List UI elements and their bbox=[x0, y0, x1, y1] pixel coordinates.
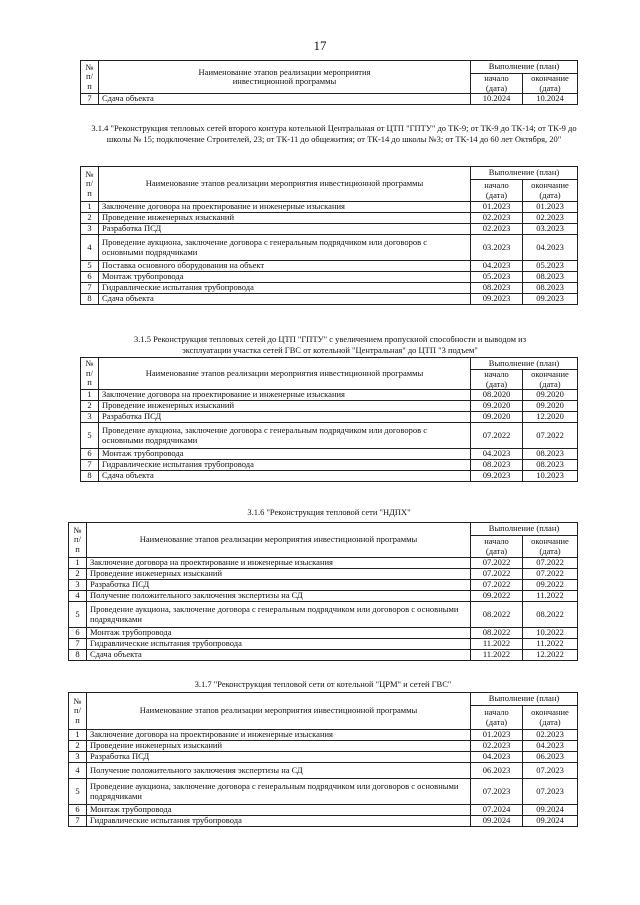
end-date: 06.2023 bbox=[523, 752, 578, 763]
header-stage-name: Наименование этапов реализации мероприятия инвестиционной программы bbox=[87, 693, 471, 730]
start-date: 09.2020 bbox=[471, 412, 523, 423]
end-date: 07.2023 bbox=[523, 763, 578, 779]
row-number: 2 bbox=[81, 213, 99, 224]
start-date: 03.2023 bbox=[471, 235, 523, 261]
section-title-3-1-5: 3.1.5 Реконструкция тепловых сетей до ЦТП "ГПТУ" с увеличением пропускной способности и выводом из эксплуатации участка сетей ГВС от котельной "Центральная" до ЦТП "3 подъем" bbox=[133, 334, 527, 355]
row-number: 7 bbox=[81, 94, 99, 105]
start-date: 09.2020 bbox=[471, 401, 523, 412]
page-number: 17 bbox=[313, 38, 327, 53]
table-row bbox=[81, 294, 578, 305]
start-date: 08.2023 bbox=[471, 283, 523, 294]
table-row bbox=[81, 412, 578, 423]
stage-name: Проведение инженерных изысканий bbox=[99, 401, 471, 412]
start-date: 07.2022 bbox=[471, 423, 523, 449]
end-date: 08.2022 bbox=[523, 602, 578, 628]
header-start: начало (дата) bbox=[471, 370, 523, 390]
end-date: 03.2023 bbox=[523, 224, 578, 235]
start-date: 08.2022 bbox=[471, 602, 523, 628]
stage-name: Проведение аукциона, заключение договора с генеральным подрядчиком или договоров с основными подрядчиками bbox=[87, 602, 471, 628]
table-row bbox=[81, 423, 578, 449]
stage-name: Разработка ПСД bbox=[87, 580, 471, 591]
table-row bbox=[81, 224, 578, 235]
end-date: 11.2022 bbox=[523, 639, 578, 650]
header-execution: Выполнение (план) bbox=[471, 523, 578, 536]
row-number: 5 bbox=[69, 779, 87, 805]
row-number: 3 bbox=[81, 224, 99, 235]
stage-name: Получение положительного заключения экспертизы на СД bbox=[87, 591, 471, 602]
stage-name: Заключение договора на проектирование и инженерные изыскания bbox=[99, 390, 471, 401]
row-number: 4 bbox=[81, 235, 99, 261]
table-row bbox=[69, 580, 578, 591]
row-number: 5 bbox=[69, 602, 87, 628]
table-row bbox=[81, 460, 578, 471]
row-number: 7 bbox=[81, 283, 99, 294]
start-date: 08.2023 bbox=[471, 460, 523, 471]
end-date: 01.2023 bbox=[523, 202, 578, 213]
row-number: 7 bbox=[69, 816, 87, 827]
table-3-1-6 bbox=[68, 522, 578, 661]
end-date: 12.2020 bbox=[523, 412, 578, 423]
row-number: 6 bbox=[69, 628, 87, 639]
end-date: 07.2022 bbox=[523, 569, 578, 580]
start-date: 07.2022 bbox=[471, 569, 523, 580]
stage-name: Монтаж трубопровода bbox=[99, 449, 471, 460]
row-number: 8 bbox=[81, 294, 99, 305]
table-row bbox=[69, 602, 578, 628]
header-end: окончание (дата) bbox=[523, 74, 578, 94]
section-title-3-1-4: 3.1.4 "Реконструкция тепловых сетей второго контура котельной Центральная от ЦТП "ГПТУ" до ТК-9; от ТК-9 до ТК-14; от ТК-9 до школы № 15; подключение Строителей, 23; от ТК-11 до общежития; от ТК-14 до школы №3; от ТК-14 до 60 лет Октября, 20" bbox=[91, 123, 577, 144]
start-date: 11.2022 bbox=[471, 650, 523, 661]
start-date: 09.2023 bbox=[471, 294, 523, 305]
stage-name: Заключение договора на проектирование и инженерные изыскания bbox=[87, 730, 471, 741]
row-number: 1 bbox=[81, 202, 99, 213]
stage-name: Сдача объекта bbox=[99, 471, 471, 482]
start-date: 01.2023 bbox=[471, 730, 523, 741]
start-date: 02.2023 bbox=[471, 213, 523, 224]
table-row bbox=[81, 213, 578, 224]
end-date: 09.2020 bbox=[523, 390, 578, 401]
end-date: 08.2023 bbox=[523, 449, 578, 460]
start-date: 05.2023 bbox=[471, 272, 523, 283]
stage-name: Разработка ПСД bbox=[99, 224, 471, 235]
table-row bbox=[69, 741, 578, 752]
end-date: 09.2020 bbox=[523, 401, 578, 412]
stage-name: Сдача объекта bbox=[87, 650, 471, 661]
end-date: 12.2022 bbox=[523, 650, 578, 661]
row-number: 3 bbox=[69, 580, 87, 591]
stage-name: Получение положительного заключения экспертизы на СД bbox=[87, 763, 471, 779]
header-start: начало (дата) bbox=[471, 74, 523, 94]
start-date: 08.2022 bbox=[471, 628, 523, 639]
table-row bbox=[69, 639, 578, 650]
stage-name: Заключение договора на проектирование и инженерные изыскания bbox=[99, 202, 471, 213]
table-row bbox=[69, 779, 578, 805]
row-number: 2 bbox=[69, 741, 87, 752]
stage-name: Проведение аукциона, заключение договора с генеральным подрядчиком или договоров с основными подрядчиками bbox=[99, 423, 471, 449]
stage-name: Разработка ПСД bbox=[99, 412, 471, 423]
header-number: № п/п bbox=[81, 61, 99, 94]
end-date: 07.2022 bbox=[523, 558, 578, 569]
table-row bbox=[81, 272, 578, 283]
end-date: 10.2022 bbox=[523, 628, 578, 639]
table-row bbox=[69, 591, 578, 602]
row-number: 5 bbox=[81, 423, 99, 449]
start-date: 04.2023 bbox=[471, 449, 523, 460]
stage-name: Гидравлические испытания трубопровода bbox=[99, 283, 471, 294]
table-row bbox=[81, 202, 578, 213]
header-end: окончание (дата) bbox=[523, 706, 578, 730]
row-number: 2 bbox=[69, 569, 87, 580]
header-start: начало (дата) bbox=[471, 536, 523, 558]
row-number: 6 bbox=[81, 272, 99, 283]
stage-name: Сдача объекта bbox=[99, 294, 471, 305]
start-date: 09.2023 bbox=[471, 471, 523, 482]
row-number: 6 bbox=[69, 805, 87, 816]
table-row bbox=[69, 628, 578, 639]
header-number: № п/п bbox=[69, 523, 87, 558]
stage-name: Гидравлические испытания трубопровода bbox=[87, 816, 471, 827]
header-execution: Выполнение (план) bbox=[471, 61, 578, 74]
stage-name: Проведение аукциона, заключение договора с генеральным подрядчиком или договоров с основными подрядчиками bbox=[87, 779, 471, 805]
end-date: 07.2023 bbox=[523, 779, 578, 805]
header-stage-name: Наименование этапов реализации мероприятия инвестиционной программы bbox=[99, 61, 471, 94]
header-number: № п/п bbox=[81, 358, 99, 390]
table-row bbox=[69, 730, 578, 741]
table-row bbox=[81, 283, 578, 294]
header-stage-name: Наименование этапов реализации мероприятия инвестиционной программы bbox=[99, 358, 471, 390]
stage-name: Проведение инженерных изысканий bbox=[99, 213, 471, 224]
table-row bbox=[69, 650, 578, 661]
stage-name: Монтаж трубопровода bbox=[87, 805, 471, 816]
row-number: 1 bbox=[81, 390, 99, 401]
start-date: 04.2023 bbox=[471, 261, 523, 272]
end-date: 08.2023 bbox=[523, 460, 578, 471]
row-number: 2 bbox=[81, 401, 99, 412]
end-date: 09.2022 bbox=[523, 580, 578, 591]
header-number: № п/п bbox=[69, 693, 87, 730]
end-date: 07.2022 bbox=[523, 423, 578, 449]
stage-name: Гидравлические испытания трубопровода bbox=[87, 639, 471, 650]
table-row bbox=[81, 390, 578, 401]
table-row bbox=[69, 558, 578, 569]
stage-name: Монтаж трубопровода bbox=[87, 628, 471, 639]
row-number: 8 bbox=[81, 471, 99, 482]
table-row bbox=[81, 471, 578, 482]
header-end: окончание (дата) bbox=[523, 536, 578, 558]
header-stage-name: Наименование этапов реализации мероприятия инвестиционной программы bbox=[87, 523, 471, 558]
row-number: 5 bbox=[81, 261, 99, 272]
stage-name: Поставка основного оборудования на объект bbox=[99, 261, 471, 272]
stage-name: Проведение инженерных изысканий bbox=[87, 569, 471, 580]
header-end: окончание (дата) bbox=[523, 370, 578, 390]
table-row bbox=[81, 235, 578, 261]
header-start: начало (дата) bbox=[471, 180, 523, 202]
table-3-1-5 bbox=[80, 357, 578, 482]
start-date: 07.2023 bbox=[471, 779, 523, 805]
row-number: 8 bbox=[69, 650, 87, 661]
row-number: 7 bbox=[69, 639, 87, 650]
stage-name: Гидравлические испытания трубопровода bbox=[99, 460, 471, 471]
row-number: 4 bbox=[69, 763, 87, 779]
header-execution: Выполнение (план) bbox=[471, 358, 578, 370]
start-date: 09.2022 bbox=[471, 591, 523, 602]
table-row bbox=[69, 816, 578, 827]
start-date: 11.2022 bbox=[471, 639, 523, 650]
start-date: 07.2024 bbox=[471, 805, 523, 816]
end-date: 11.2022 bbox=[523, 591, 578, 602]
end-date: 10.2024 bbox=[523, 94, 578, 105]
row-number: 1 bbox=[69, 558, 87, 569]
end-date: 09.2024 bbox=[523, 805, 578, 816]
table-row bbox=[69, 763, 578, 779]
row-number: 4 bbox=[69, 591, 87, 602]
stage-name: Разработка ПСД bbox=[87, 752, 471, 763]
stage-name: Заключение договора на проектирование и инженерные изыскания bbox=[87, 558, 471, 569]
section-title-3-1-7: 3.1.7 "Реконструкция тепловой сети от котельной "ЦРМ" и сетей ГВС" bbox=[194, 679, 452, 689]
stage-name: Проведение аукциона, заключение договора с генеральным подрядчиком или договоров с основными подрядчиками bbox=[99, 235, 471, 261]
start-date: 02.2023 bbox=[471, 741, 523, 752]
header-number: № п/п bbox=[81, 167, 99, 202]
end-date: 09.2024 bbox=[523, 816, 578, 827]
table-row bbox=[69, 805, 578, 816]
row-number: 7 bbox=[81, 460, 99, 471]
row-number: 1 bbox=[69, 730, 87, 741]
end-date: 08.2023 bbox=[523, 283, 578, 294]
header-execution: Выполнение (план) bbox=[471, 167, 578, 180]
stage-name: Сдача объекта bbox=[99, 94, 471, 105]
start-date: 06.2023 bbox=[471, 763, 523, 779]
start-date: 09.2024 bbox=[471, 816, 523, 827]
end-date: 10.2023 bbox=[523, 471, 578, 482]
row-number: 3 bbox=[69, 752, 87, 763]
end-date: 02.2023 bbox=[523, 213, 578, 224]
end-date: 04.2023 bbox=[523, 741, 578, 752]
start-date: 01.2023 bbox=[471, 202, 523, 213]
start-date: 07.2022 bbox=[471, 558, 523, 569]
table-row bbox=[69, 569, 578, 580]
stage-name: Проведение инженерных изысканий bbox=[87, 741, 471, 752]
header-execution: Выполнение (план) bbox=[471, 693, 578, 706]
start-date: 02.2023 bbox=[471, 224, 523, 235]
table-row bbox=[81, 449, 578, 460]
start-date: 10.2024 bbox=[471, 94, 523, 105]
end-date: 05.2023 bbox=[523, 261, 578, 272]
header-end: окончание (дата) bbox=[523, 180, 578, 202]
end-date: 02.2023 bbox=[523, 730, 578, 741]
start-date: 04.2023 bbox=[471, 752, 523, 763]
header-start: начало (дата) bbox=[471, 706, 523, 730]
table-continuation bbox=[80, 60, 578, 105]
start-date: 08.2020 bbox=[471, 390, 523, 401]
stage-name: Монтаж трубопровода bbox=[99, 272, 471, 283]
table-3-1-4 bbox=[80, 166, 578, 305]
table-row bbox=[81, 261, 578, 272]
section-title-3-1-6: 3.1.6 "Реконструкция тепловой сети "НДПХ" bbox=[247, 507, 411, 517]
end-date: 08.2023 bbox=[523, 272, 578, 283]
table-row bbox=[81, 401, 578, 412]
end-date: 09.2023 bbox=[523, 294, 578, 305]
table-3-1-7 bbox=[68, 692, 578, 827]
table-row bbox=[69, 752, 578, 763]
row-number: 3 bbox=[81, 412, 99, 423]
row-number: 6 bbox=[81, 449, 99, 460]
header-stage-name: Наименование этапов реализации мероприятия инвестиционной программы bbox=[99, 167, 471, 202]
table-row bbox=[81, 94, 578, 105]
start-date: 07.2022 bbox=[471, 580, 523, 591]
end-date: 04.2023 bbox=[523, 235, 578, 261]
